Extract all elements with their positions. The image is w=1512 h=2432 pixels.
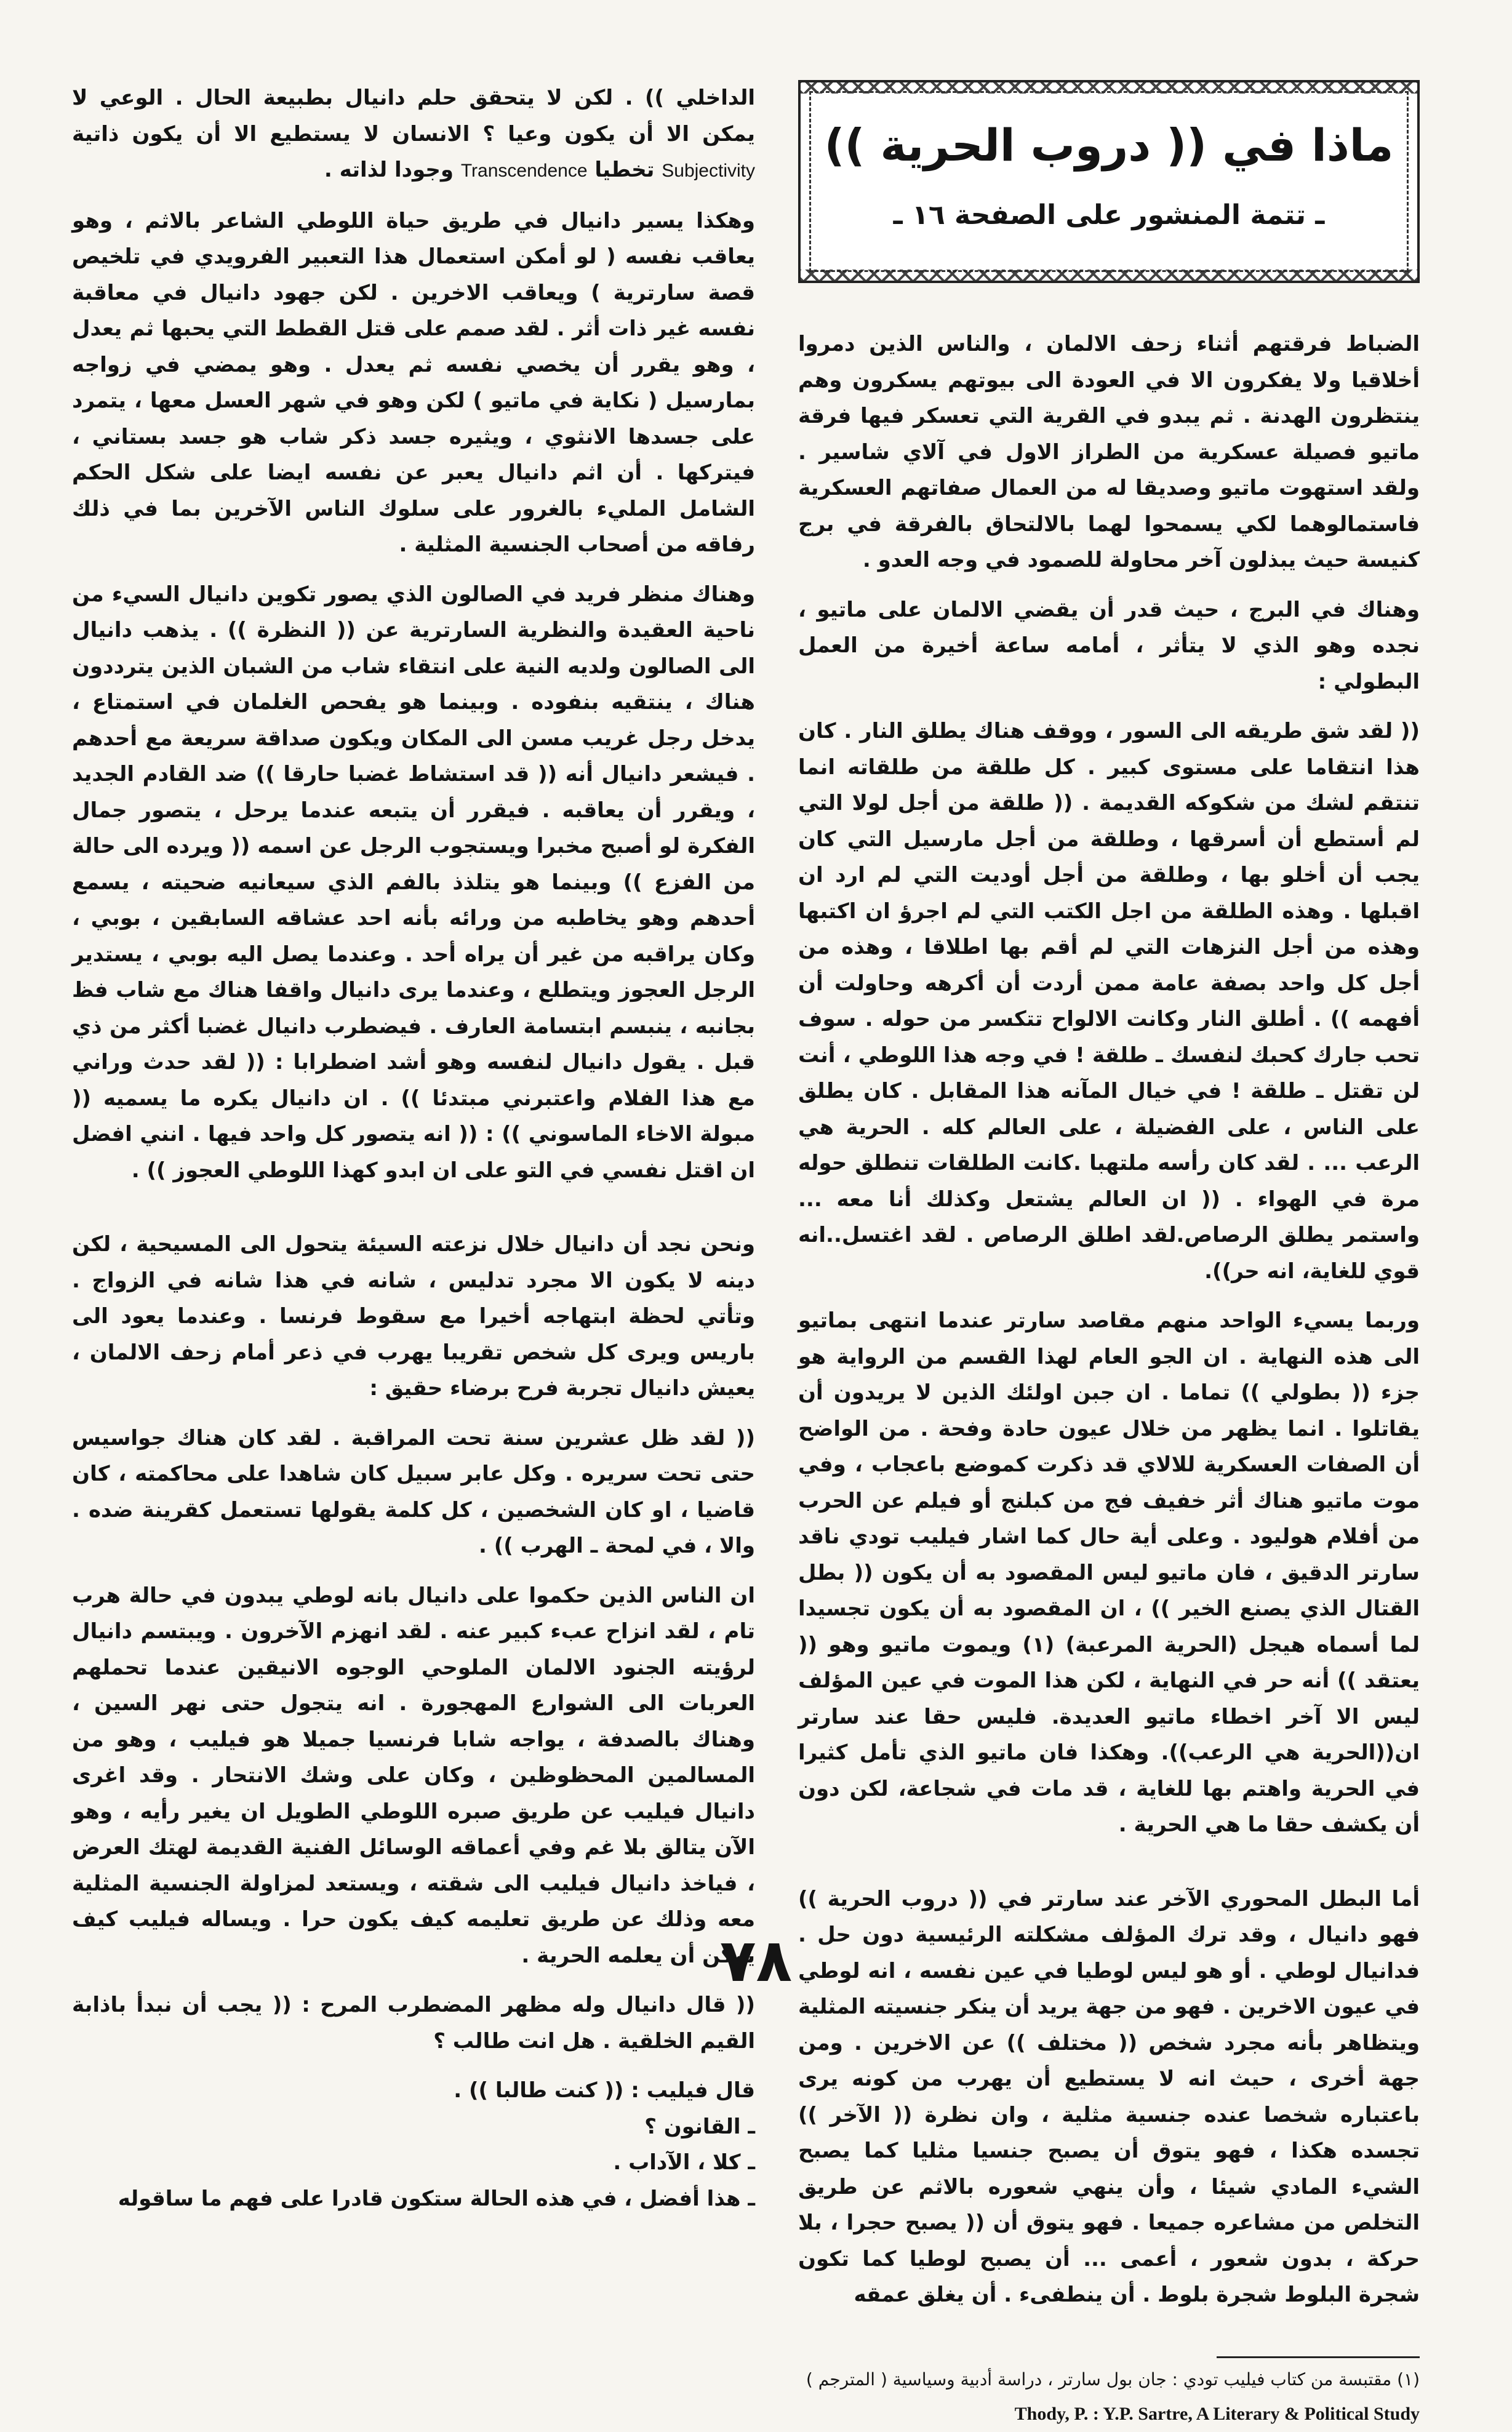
term-transcendence: Transcendence bbox=[461, 161, 588, 181]
article-subtitle: ـ تتمة المنشور على الصفحة ١٦ ـ bbox=[801, 199, 1417, 231]
dialogue-line: ـ القانون ؟ bbox=[72, 2109, 755, 2145]
article-title-box bbox=[798, 80, 1420, 283]
paragraph bbox=[72, 80, 755, 190]
dialogue-line: ـ هذا أفضل ، في هذه الحالة ستكون قادرا على فهم ما ساقوله bbox=[72, 2181, 755, 2217]
footnote-reference: Thody, P. : Y.P. Sartre, A Literary & Political Study bbox=[798, 2396, 1420, 2432]
footnote: (١) مقتبسة من كتاب فيليب تودي : جان بول سارتر ، دراسة أدبية وسياسية ( المترجم ) bbox=[798, 2366, 1420, 2394]
paragraph: وربما يسيء الواحد منهم مقاصد سارتر عندما انتهى بماتيو الى هذه النهاية . ان الجو العام لهذا القسم من الرواية هو جزء (( بطولي )) تماما . ان جبن اولئك الذين لا يريدون أن يقاتلوا . انما يظهر من خلال عيون حادة وفحة . من الواضح أن الصفات العسكرية للالاي قد ذكرت كموضع باعجاب ، وفي موت ماتيو هناك أثر خفيف فج من كبلنج أو فيلم عن الحرب من أفلام هوليود . وعلى أية حال كما اشار فيليب تودي ناقد سارتر الدقيق ، فان ماتيو ليس المقصود به أن يكون (( بطل القتال الذي يصنع الخير )) ، ان المقصود به أن يكون تجسيدا لما أسماه هيجل (الحرية المرعبة) (١) ويموت ماتيو وهو (( يعتقد )) أنه حر في النهاية ، لكن هذا الموت في عين المؤلف ليس الا آخر اخطاء ماتيو العديدة. فليس حقا عند سارتر ان((الحرية هي الرعب)). وهكذا فان ماتيو الذي تأمل كثيرا في الحرية واهتم بها للغاية ، قد مات في شجاعة، لكن دون أن يكشف حقا ما هي الحرية . bbox=[798, 1303, 1420, 1843]
ornament-border-bottom bbox=[801, 270, 1417, 281]
footnote-divider bbox=[1217, 2356, 1420, 2358]
left-column bbox=[72, 80, 755, 2217]
article-title: ماذا في (( دروب الحرية )) bbox=[801, 119, 1417, 171]
paragraph: وهناك منظر فريد في الصالون الذي يصور تكوين دانيال السيء من ناحية العقيدة والنظرية السارترية عن (( النظرة )) . يذهب دانيال الى الصالون ولديه النية على انتقاء شاب من الشبان الذين يترددون هناك ، ينتقيه بنفوده . وبينما هو يفحص الغلمان في استمتاع ، يدخل رجل غريب مسن الى المكان ويكون صداقة سريعة مع أحدهم . فيشعر دانيال أنه (( قد استشاط غضبا حارقا )) ضد القادم الجديد ، ويقرر أن يعاقبه . فيقرر أن يتبعه عندما يرحل ، يتصور جمال الفكرة لو أصبح مخبرا ويستجوب الرجل عن اسمه (( ويرده الى حالة من الفزع )) وبينما هو يتلذذ بالفم الذي سيعانيه ضحيته ، يسمع أحدهم وهو يخاطبه من ورائه بأنه احد عشاقه السابقين ، بوبي ، وكان يراقبه من غير أن يراه أحد . وعندما يصل اليه بوبي ، يستدير الرجل العجوز ويتطلع ، وعندما يرى دانيال واقفا هناك مع شاب فظ بجانبه ، ينبسم ابتسامة العارف . فيضطرب دانيال غضبا أكثر من ذي قبل . يقول دانيال لنفسه وهو أشد اضطرابا : (( لقد حدث وراني مع هذا الفلام واعتبرني مبتدئا )) . ان دانيال يكره ما يسميه (( مبولة الاخاء الماسوني )) : (( انه يتصور كل واحد فيها . انني افضل ان اقتل نفسي في التو على ان ابدو كهذا اللوطي العجوز )) . bbox=[72, 577, 755, 1189]
paragraph: الضباط فرقتهم أثناء زحف الالمان ، والناس الذين دمروا أخلاقيا ولا يفكرون الا في العودة الى بيوتهم يسكرون وهم ينتظرون الهدنة . ثم يبدو في القرية التي تعسكر فيها فرقة ماتيو فصيلة عسكرية من الطراز الاول في آلاي شاسير . ولقد استهوت ماتيو وصديقا له من العمال صفاتهم العسكرية فاستمالوهما لكي يسمحوا لهما بالالتحاق بالفرقة في برج كنيسة حيث يبذلون آخر محاولة للصمود في وجه العدو . bbox=[798, 326, 1420, 578]
dialogue-line: ـ كلا ، الآداب . bbox=[72, 2145, 755, 2181]
paragraph: وهناك في البرج ، حيث قدر أن يقضي الالمان على ماتيو ، نجده وهو الذي لا يتأثر ، أمامه ساعة أخيرة من العمل البطولي : bbox=[798, 592, 1420, 700]
paragraph-text: الداخلي )) . لكن لا يتحقق حلم دانيال بطبيعة الحال . الوعي لا يمكن الا أن يكون وعيا ؟ الانسان لا يستطيع الا أن يكون ذاتية bbox=[72, 86, 755, 146]
paragraph: أما البطل المحوري الآخر عند سارتر في (( دروب الحرية )) فهو دانيال ، وقد ترك المؤلف مشكلته الرئيسية دون حل . فدانيال لوطي . أو هو ليس لوطيا في عين نفسه ، انه لوطي في عيون الاخرين . فهو من جهة يريد أن ينكر جنسيته المثلية ويتظاهر بأنه مجرد شخص (( مختلف )) عن الاخرين . ومن جهة أخرى ، حيث انه لا يستطيع أن يهرب من كونه يرى باعتباره شخصا عنده جنسية مثلية ، وان نظرة (( الآخر )) تجسده هكذا ، فهو يتوق أن يصبح جنسيا مثليا كما يصبح الشيء المادي شيئا ، وأن ينهي شعوره بالاثم عن طريق التخلص من مشاعره جميعا . فهو يتوق أن (( يصبح حجرا ، بلا حركة ، بدون شعور ، أعمى ... أن يصبح لوطيا كما تكون شجرة البلوط شجرة بلوط . أن ينطفىء . أن يغلق عمقه bbox=[798, 1881, 1420, 2313]
right-column bbox=[798, 80, 1420, 2432]
dialogue-line: قال فيليب : (( كنت طالبا )) . bbox=[72, 2073, 755, 2109]
page-number: ٧٨ bbox=[0, 1926, 1512, 1995]
quote-paragraph: (( لقد ظل عشرين سنة تحت المراقبة . لقد كان هناك جواسيس حتى تحت سريره . وكل عابر سبيل كان شاهدا على محاكمته ، كان قاضيا ، او كان الشخصين ، كل كلمة يقولها تستعمل كقرينة ضده . والا ، في لمحة ـ الهرب )) . bbox=[72, 1420, 755, 1564]
paragraph-text: وجودا لذاته . bbox=[324, 158, 454, 182]
paragraph: وهكذا يسير دانيال في طريق حياة اللوطي الشاعر بالاثم ، وهو يعاقب نفسه ( لو أمكن استعمال هذا التعبير الفرويدي في تلخيص قصة سارترية ) ويعاقب الاخرين . لكن جهود دانيال في معاقبة نفسه غير ذات أثر . لقد صمم على قتل القطط التي يحبها ثم يعدل ، وهو يقرر أن يخصي نفسه ثم يعدل . وهو يمضي في زواجه بمارسيل ( نكاية في ماتيو ) لكن وهو في شهر العسل معها ، يتمرد على جسدها الانثوي ، ويثيره جسد ذكر شاب هو جسد بستاني ، فيتركها . أن اثم دانيال يعبر عن نفسه ايضا على شكل الحكم الشامل المليء بالغرور على سلوك الناس الآخرين بما في ذلك رفاقه من أصحاب الجنسية المثلية . bbox=[72, 203, 755, 563]
paragraph-text: تخطيا bbox=[594, 158, 654, 182]
term-subjectivity: Subjectivity bbox=[662, 161, 755, 181]
quote-paragraph: (( لقد شق طريقه الى السور ، ووقف هناك يطلق النار . كان هذا انتقاما على مستوى كبير . كل طلقة من طلقاته انما تنتقم لشك من شكوكه القديمة . (( طلقة من أجل لولا التي لم أستطع أن أسرقها ، وطلقة من أجل مارسيل التي كان يجب أن أخلو بها ، وطلقة من أجل أوديت التي لم ارد ان اقبلها . وهذه الطلقة من اجل الكتب التي لم اجرؤ ان اكتبها وهذه من أجل النزهات التي لم أقم بها اطلاقا ، وهذه من أجل كل واحد بصفة عامة ممن أردت أن أكرهه وحاولت أن أفهمه )) . أطلق النار وكانت الالواح تتكسر من حوله . سوف تحب جارك كحبك لنفسك ـ طلقة ! في وجه هذا اللوطي ، أنت لن تقتل ـ طلقة ! في خيال المآنه هذا المقابل . كان يطلق على الناس ، على الفضيلة ، على العالم كله . الحرية هي الرعب ... . لقد كان رأسه ملتهبا .كانت الطلقات تنطلق حوله مرة في الهواء . (( ان العالم يشتعل وكذلك أنا معه ... واستمر يطلق الرصاص.لقد اطلق الرصاص . لقد اغتسل..انه قوي للغاية، انه حر)). bbox=[798, 713, 1420, 1289]
ornament-frame bbox=[809, 91, 1409, 272]
paragraph: (( قال دانيال وله مظهر المضطرب المرح : (( يجب أن نبدأ باذابة القيم الخلقية . هل انت طالب ؟ bbox=[72, 1987, 755, 2059]
paragraph: ان الناس الذين حكموا على دانيال بانه لوطي يبدون في حالة هرب تام ، لقد انزاح عبء كبير عنه . لقد انهزم الآخرون . ويبتسم دانيال لرؤيته الجنود الالمان الملوحي الوجوه الانيقين عندما تحملهم العربات الى الشوارع المهجورة . انه يتجول حتى نهر السين ، وهناك بالصدفة ، يواجه شابا فرنسيا جميلا هو فيليب ، وهو من المسالمين المحظوظين ، وكان على وشك الانتحار . وقد اغرى دانيال فيليب عن طريق صبره اللوطي الطويل ان يغير رأيه ، وهو الآن يتالق بلا غم وفي أعماقه الوسائل الفنية القديمة لهتك العرض ، فياخذ دانيال فيليب الى شقته ، ويستعد لمزاولة الجنسية المثلية معه وذلك عن طريق تعليمه كيف يكون حرا . ويساله فيليب كيف يمكن أن يعلمه الحرية . bbox=[72, 1578, 755, 1974]
paragraph: ونحن نجد أن دانيال خلال نزعته السيئة يتحول الى المسيحية ، لكن دينه لا يكون الا مجرد تدليس ، شانه في هذا شانه في الزواج . وتأتي لحظة ابتهاجه أخيرا مع سقوط فرنسا . وعندما يعود الى باريس ويرى كل شخص تقريبا يهرب في ذعر أمام زحف الالمان ، يعيش دانيال تجربة فرح برضاء حقيق : bbox=[72, 1226, 755, 1407]
